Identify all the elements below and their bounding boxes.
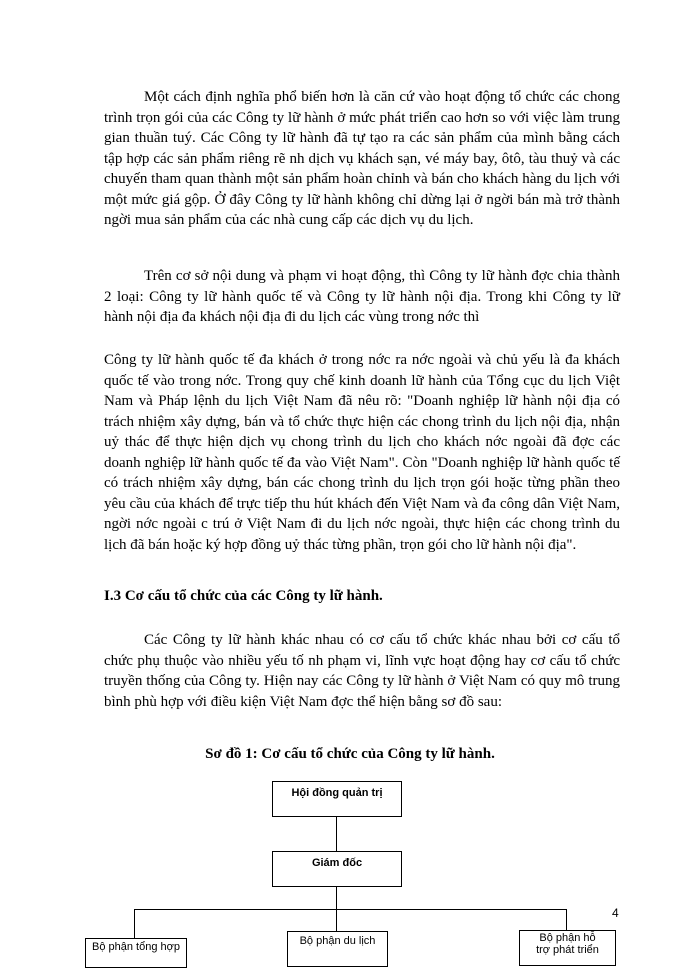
paragraph-3: Công ty lữ hành quốc tế đa khách ở trong nớc ra nớc ngoài và chủ yếu là đa khách quốc tế vào trong nớc. Trong quy chế kinh doanh lữ hành của Tổng cục du lịch Việt Nam và Pháp lệnh du lịch Việt Nam đã nêu rõ: "Doanh nghiệp lữ hành nội địa có trách nhiệm xây dựng, bán và tổ chức thực hiện các chong trình du lịch nội địa, nhận uỷ thác để thực hiện dịch vụ chong trình du lịch cho khách nớc ngoài đã đợc các doanh nghiệp lữ hành quốc tế đa vào Việt Nam". Còn "Doanh nghiệp lữ hành quốc tế có trách nhiệm xây dựng, bán các chong trình du lịch trọn gói hoặc từng phần theo yêu cầu của khách để trực tiếp thu hút khách đến Việt Nam và đa công dân Việt Nam, ngời nớc ngoài c trú ở Việt Nam đi du lịch nớc ngoài, thực hiện các chong trình du lịch đã bán hoặc ký hợp đồng uỷ thác từng phần, trọn gói cho lữ hành nội địa". xyxy=(104,352,620,553)
department-label: Bộ phận tổng hợp xyxy=(92,941,180,953)
director-box xyxy=(272,851,402,887)
paragraph-2: Trên cơ sở nội dung và phạm vi hoạt động, thì Công ty lữ hành đợc chia thành 2 loại: Công ty lữ hành quốc tế và Công ty lữ hành nội địa. Trong khi Công ty lữ hành nội địa đa khách nội địa đi du lịch các vùng trong nớc thì xyxy=(104,268,620,325)
paragraph-1: Một cách định nghĩa phổ biến hơn là căn cứ vào hoạt động tổ chức các chong trình trọn gói của các Công ty lữ hành ở mức phát triển cao hơn so với việc làm trung gian thuần tuý. Các Công ty lữ hành đã tự tạo ra các sản phẩm của mình bằng cách tập hợp các sản phẩm riêng rẽ nh dịch vụ khách sạn, vé máy bay, ôtô, tàu thuỷ và các chuyến tham quan thành một sản phẩm hoàn chỉnh và bán cho khách hàng du lịch với một mức giá gộp. Ở đây Công ty lữ hành không chỉ dừng lại ở ngời bán mà trở thành ngời mua sản phẩm của các nhà cung cấp các dịch vụ du lịch. xyxy=(104,89,620,228)
connector-horizontal xyxy=(134,909,567,910)
paragraph-4: Các Công ty lữ hành khác nhau có cơ cấu tổ chức khác nhau bởi cơ cấu tổ chức phụ thuộc vào nhiều yếu tố nh phạm vi, lĩnh vực hoạt động hay cơ cấu tổ chức truyền thống của Công ty. Hiện nay các Công ty lữ hành ở Việt Nam có quy mô trung bình phù hợp với điều kiện Việt Nam đợc thể hiện bằng sơ đồ sau: xyxy=(104,632,620,710)
diagram-title: Sơ đồ 1: Cơ cấu tổ chức của Công ty lữ hành. xyxy=(205,746,495,762)
section-heading: I.3 Cơ cấu tổ chức của các Công ty lữ hành. xyxy=(104,588,383,604)
board-label: Hội đồng quản trị xyxy=(291,787,383,799)
connector-right xyxy=(566,909,567,930)
department-label: Bộ phận hỗ trợ phát triển xyxy=(536,932,599,956)
page-number: 4 xyxy=(612,906,619,920)
connector-director-branch xyxy=(336,887,337,909)
department-box-tourism xyxy=(287,931,388,967)
director-label: Giám đốc xyxy=(311,857,363,869)
department-box-support xyxy=(519,930,616,966)
board-box xyxy=(272,781,402,817)
connector-left xyxy=(134,909,135,938)
connector-board-director xyxy=(336,817,337,851)
department-label: Bộ phận du lịch xyxy=(299,935,376,947)
connector-center xyxy=(336,909,337,931)
department-box-general xyxy=(85,938,187,968)
